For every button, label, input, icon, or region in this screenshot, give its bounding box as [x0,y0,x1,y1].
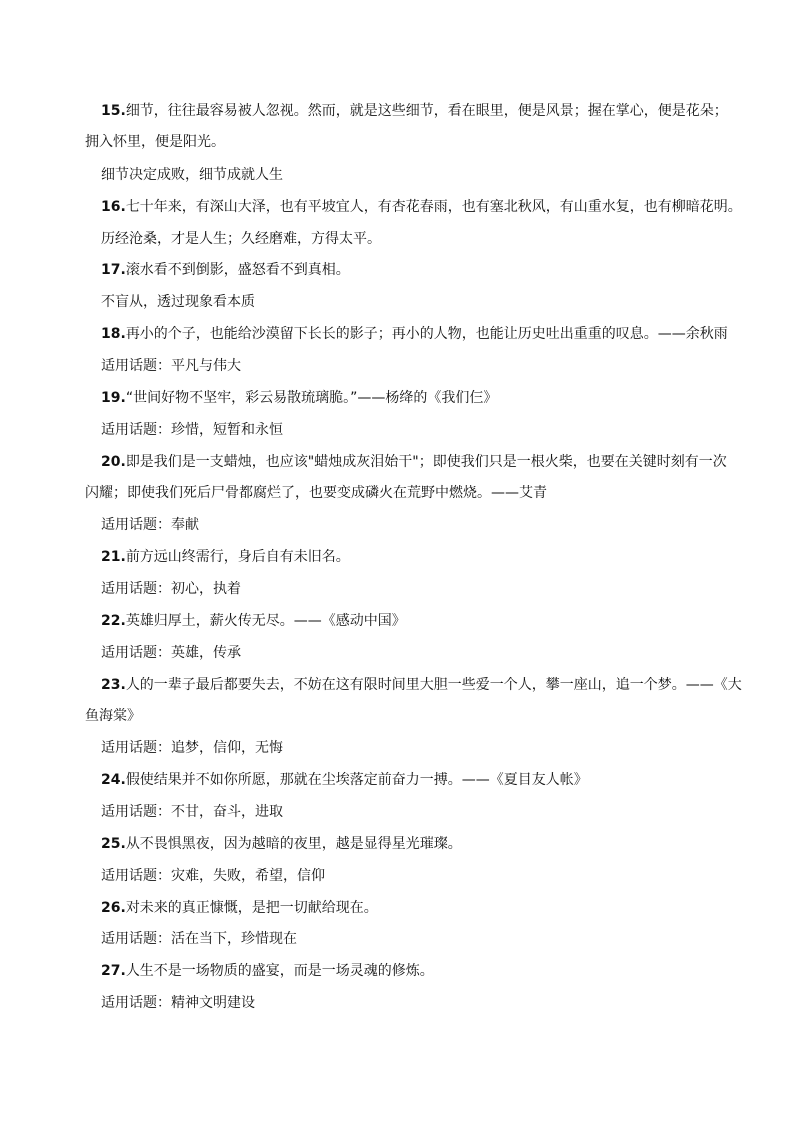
item-text: 英雄归厚土，薪火传无尽。——《感动中国》 [125,613,406,629]
item-24-line-1 [101,770,588,790]
item-20-topic: 适用话题：奉献 [101,517,199,533]
item-text: 前方远山终需行，身后自有未旧名。 [125,549,350,565]
item-23-line-1 [101,675,742,695]
item-24-topic: 适用话题：不甘，奋斗，进取 [101,804,283,820]
item-21-line-1 [101,547,350,567]
item-text: 滚水看不到倒影，盛怒看不到真相。 [125,262,350,278]
item-25-topic: 适用话题：灾难，失败，希望，信仰 [101,868,325,884]
item-number: 18. [101,326,126,342]
item-number: 16. [101,199,126,215]
item-number: 23. [101,677,126,693]
item-26-line-1 [101,898,378,918]
item-23-topic: 适用话题：追梦，信仰，无悔 [101,740,283,756]
item-18-topic: 适用话题：平凡与伟大 [101,358,241,374]
item-27-line-1 [101,961,434,981]
item-text: 人生不是一场物质的盛宴，而是一场灵魂的修炼。 [125,963,434,979]
item-number: 21. [101,549,126,565]
item-15-line-1 [101,101,728,121]
item-25-line-1 [101,834,462,854]
item-number: 20. [101,454,126,470]
item-21-topic: 适用话题：初心，执着 [101,581,241,597]
item-19-line-1 [101,388,497,408]
item-15-subline: 细节决定成败，细节成就人生 [101,167,283,183]
item-number: 25. [101,836,126,852]
item-16-subline: 历经沧桑，才是人生；久经磨难，方得太平。 [101,231,381,247]
item-27-topic: 适用话题：精神文明建设 [101,995,255,1011]
item-text: 从不畏惧黑夜，因为越暗的夜里，越是显得星光璀璨。 [125,836,462,852]
item-23-line-2: 鱼海棠》 [85,708,141,724]
item-17-subline: 不盲从，透过现象看本质 [101,294,255,310]
item-text: 细节，往往最容易被人忽视。然而，就是这些细节，看在眼里，便是风景；握在掌心，便是花朵； [125,103,728,119]
item-17-line-1 [101,260,350,280]
item-16-line-1 [101,197,742,217]
item-number: 15. [101,103,126,119]
item-19-topic: 适用话题：珍惜，短暂和永恒 [101,422,283,438]
item-number: 24. [101,772,126,788]
item-text: 人的一辈子最后都要失去，不妨在这有限时间里大胆一些爱一个人，攀一座山，追一个梦。——《大 [125,677,742,693]
item-text: 即是我们是一支蜡烛，也应该"蜡烛成灰泪始干"；即使我们只是一根火柴，也要在关键时刻有一次 [125,454,727,470]
item-text: “世间好物不坚牢，彩云易散琉璃脆。”——杨绛的《我们仨》 [125,390,498,406]
item-15-line-2: 拥入怀里，便是阳光。 [85,134,225,150]
item-20-line-1 [101,452,727,472]
item-26-topic: 适用话题：活在当下，珍惜现在 [101,931,297,947]
item-text: 假使结果并不如你所愿，那就在尘埃落定前奋力一搏。——《夏目友人帐》 [125,772,588,788]
item-22-line-1 [101,611,406,631]
item-number: 27. [101,963,126,979]
item-18-line-1 [101,324,728,344]
item-number: 26. [101,900,126,916]
item-number: 17. [101,262,126,278]
item-number: 19. [101,390,126,406]
item-20-line-2: 闪耀；即使我们死后尸骨都腐烂了，也要变成磷火在荒野中燃烧。——艾青 [85,485,547,501]
item-text: 再小的个子，也能给沙漠留下长长的影子；再小的人物，也能让历史吐出重重的叹息。——余秋雨 [125,326,728,342]
item-22-topic: 适用话题：英雄，传承 [101,645,241,661]
item-text: 七十年来，有深山大泽，也有平坡宜人，有杏花春雨，也有塞北秋风，有山重水复，也有柳暗花明。 [125,199,742,215]
item-text: 对未来的真正慷慨，是把一切献给现在。 [125,900,378,916]
item-number: 22. [101,613,126,629]
